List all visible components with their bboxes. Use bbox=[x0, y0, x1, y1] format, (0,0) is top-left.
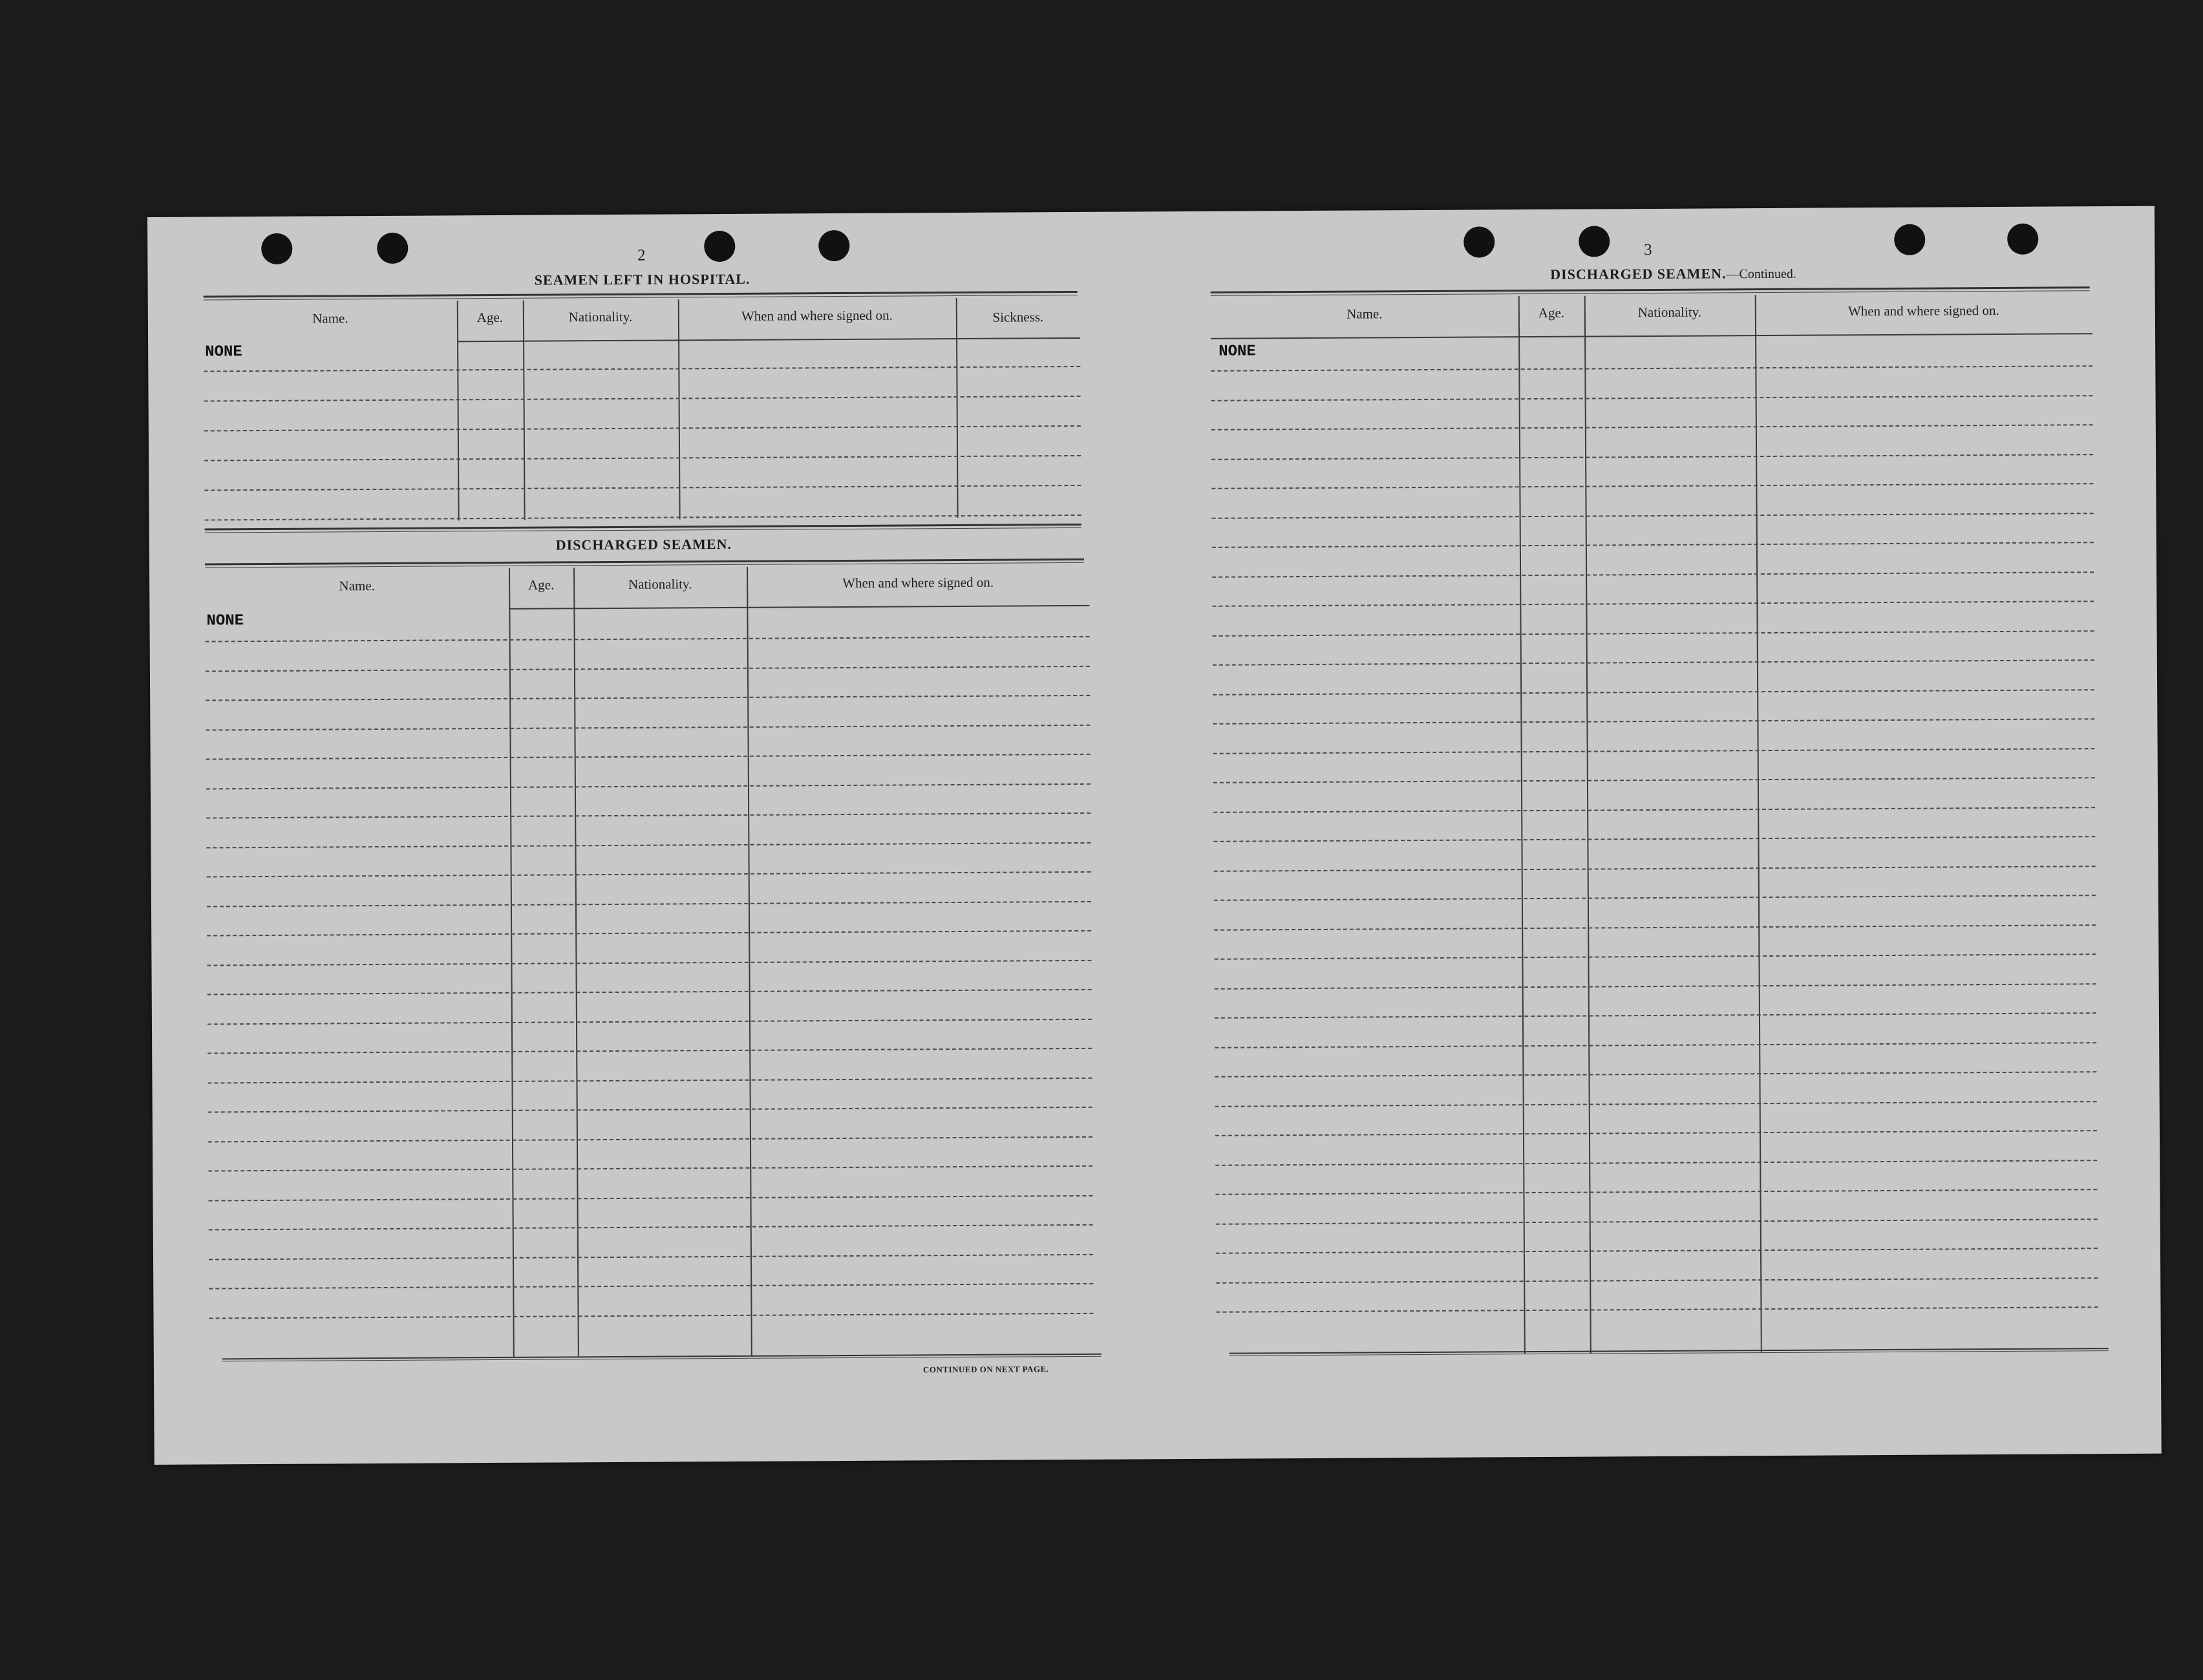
punch-hole bbox=[377, 233, 408, 264]
table-row bbox=[1215, 1042, 2096, 1048]
column-header-nationality: Nationality. bbox=[1637, 304, 1702, 321]
table-row bbox=[1213, 807, 2095, 813]
column-header-name: Name. bbox=[1346, 306, 1383, 322]
table-row bbox=[1212, 571, 2094, 578]
table-row bbox=[1216, 1306, 2098, 1313]
column-header-nationality: Nationality. bbox=[628, 576, 692, 592]
hospital-section-title: SEAMEN LEFT IN HOSPITAL. bbox=[534, 270, 750, 288]
table-row bbox=[204, 485, 1081, 491]
table-row bbox=[1213, 748, 2095, 754]
table-row bbox=[1211, 454, 2093, 460]
header-underline bbox=[1211, 333, 2092, 339]
table-row bbox=[206, 665, 1090, 672]
punch-hole bbox=[1894, 224, 1925, 255]
document-sheet bbox=[147, 206, 2162, 1465]
punch-hole bbox=[261, 233, 292, 264]
discharged-section-title-right bbox=[1492, 264, 1854, 283]
section-title-text: DISCHARGED SEAMEN. bbox=[1550, 265, 1727, 282]
table-row bbox=[207, 871, 1091, 878]
table-row bbox=[208, 1107, 1092, 1113]
table-row bbox=[1213, 718, 2094, 725]
discharged-table-left bbox=[205, 565, 1094, 1359]
table-row bbox=[208, 1165, 1092, 1172]
column-header-signed-on: When and where signed on. bbox=[741, 307, 893, 324]
table-row bbox=[208, 1136, 1092, 1142]
table-row bbox=[1214, 953, 2096, 960]
table-row bbox=[1213, 630, 2094, 637]
table-row bbox=[208, 1018, 1092, 1025]
table-row bbox=[206, 813, 1091, 819]
table-row bbox=[1213, 836, 2095, 842]
header-underline bbox=[457, 337, 1080, 342]
table-entry: NONE bbox=[206, 612, 244, 630]
table-row bbox=[1216, 1218, 2098, 1225]
table-row bbox=[1215, 983, 2096, 990]
table-row bbox=[1213, 659, 2094, 666]
column-header-age: Age. bbox=[527, 577, 555, 593]
column-header-signed-on: When and where signed on. bbox=[842, 574, 994, 591]
column-divider bbox=[1584, 296, 1591, 1354]
column-header-nationality: Nationality. bbox=[568, 308, 633, 325]
punch-hole bbox=[818, 230, 849, 261]
page-number-left: 2 bbox=[637, 246, 646, 264]
table-row bbox=[209, 1283, 1093, 1290]
table-row bbox=[1215, 1130, 2097, 1136]
table-row bbox=[207, 900, 1091, 907]
punch-hole bbox=[1463, 226, 1495, 257]
column-divider bbox=[1755, 295, 1762, 1352]
table-row bbox=[1215, 1160, 2097, 1166]
column-header-signed-on: When and where signed on. bbox=[1847, 303, 1999, 319]
hospital-table bbox=[204, 297, 1081, 522]
table-row bbox=[1211, 483, 2093, 489]
punch-hole bbox=[704, 231, 735, 262]
table-row bbox=[204, 396, 1081, 402]
header-underline bbox=[509, 605, 1089, 610]
table-row bbox=[1212, 513, 2094, 519]
table-row bbox=[1211, 424, 2093, 431]
table-row bbox=[1215, 1012, 2096, 1019]
table-row bbox=[204, 455, 1081, 462]
table-row bbox=[204, 366, 1080, 372]
table-row bbox=[1216, 1277, 2098, 1284]
discharged-table-right bbox=[1211, 293, 2098, 1356]
table-row bbox=[1213, 777, 2095, 783]
column-header-name: Name. bbox=[339, 578, 375, 594]
punch-hole bbox=[2007, 224, 2038, 255]
table-row bbox=[209, 1224, 1093, 1231]
table-row bbox=[208, 1195, 1092, 1201]
table-row bbox=[206, 724, 1090, 730]
table-row bbox=[208, 1048, 1092, 1054]
table-row bbox=[205, 515, 1081, 521]
column-header-name: Name. bbox=[312, 310, 348, 326]
table-row bbox=[1211, 395, 2093, 401]
discharged-section-title-left: DISCHARGED SEAMEN. bbox=[555, 535, 732, 553]
table-row bbox=[206, 783, 1091, 789]
table-row bbox=[1214, 924, 2096, 931]
table-row bbox=[1216, 1248, 2098, 1254]
table-row bbox=[209, 1312, 1094, 1319]
punch-hole bbox=[1579, 226, 1610, 257]
table-row bbox=[206, 754, 1091, 760]
table-row bbox=[208, 989, 1092, 995]
table-row bbox=[209, 1253, 1093, 1260]
table-row bbox=[1212, 542, 2094, 548]
table-row bbox=[206, 636, 1090, 643]
table-row bbox=[1215, 1189, 2097, 1195]
table-row bbox=[206, 695, 1090, 701]
table-row bbox=[208, 1077, 1092, 1083]
table-entry: NONE bbox=[205, 343, 242, 361]
continued-footnote: CONTINUED ON NEXT PAGE. bbox=[922, 1364, 1049, 1375]
table-row bbox=[1214, 895, 2096, 901]
column-header-age: Age. bbox=[476, 309, 504, 326]
page-number-right: 3 bbox=[1643, 241, 1652, 259]
table-row bbox=[1213, 689, 2094, 696]
column-header-age: Age. bbox=[1538, 304, 1565, 321]
table-row bbox=[207, 930, 1091, 937]
column-header-sickness: Sickness. bbox=[992, 309, 1044, 325]
section-title-suffix: —Continued. bbox=[1726, 266, 1796, 282]
table-entry: NONE bbox=[1219, 343, 1256, 361]
table-row bbox=[204, 425, 1081, 432]
column-divider bbox=[1518, 296, 1526, 1354]
table-row bbox=[1212, 601, 2094, 607]
table-row bbox=[1214, 866, 2096, 872]
table-row bbox=[1215, 1071, 2096, 1078]
table-row bbox=[207, 959, 1091, 966]
hospital-bottom-rule bbox=[205, 524, 1081, 533]
table-row bbox=[1215, 1101, 2097, 1107]
table-row bbox=[206, 842, 1091, 848]
table-row bbox=[1211, 365, 2092, 372]
